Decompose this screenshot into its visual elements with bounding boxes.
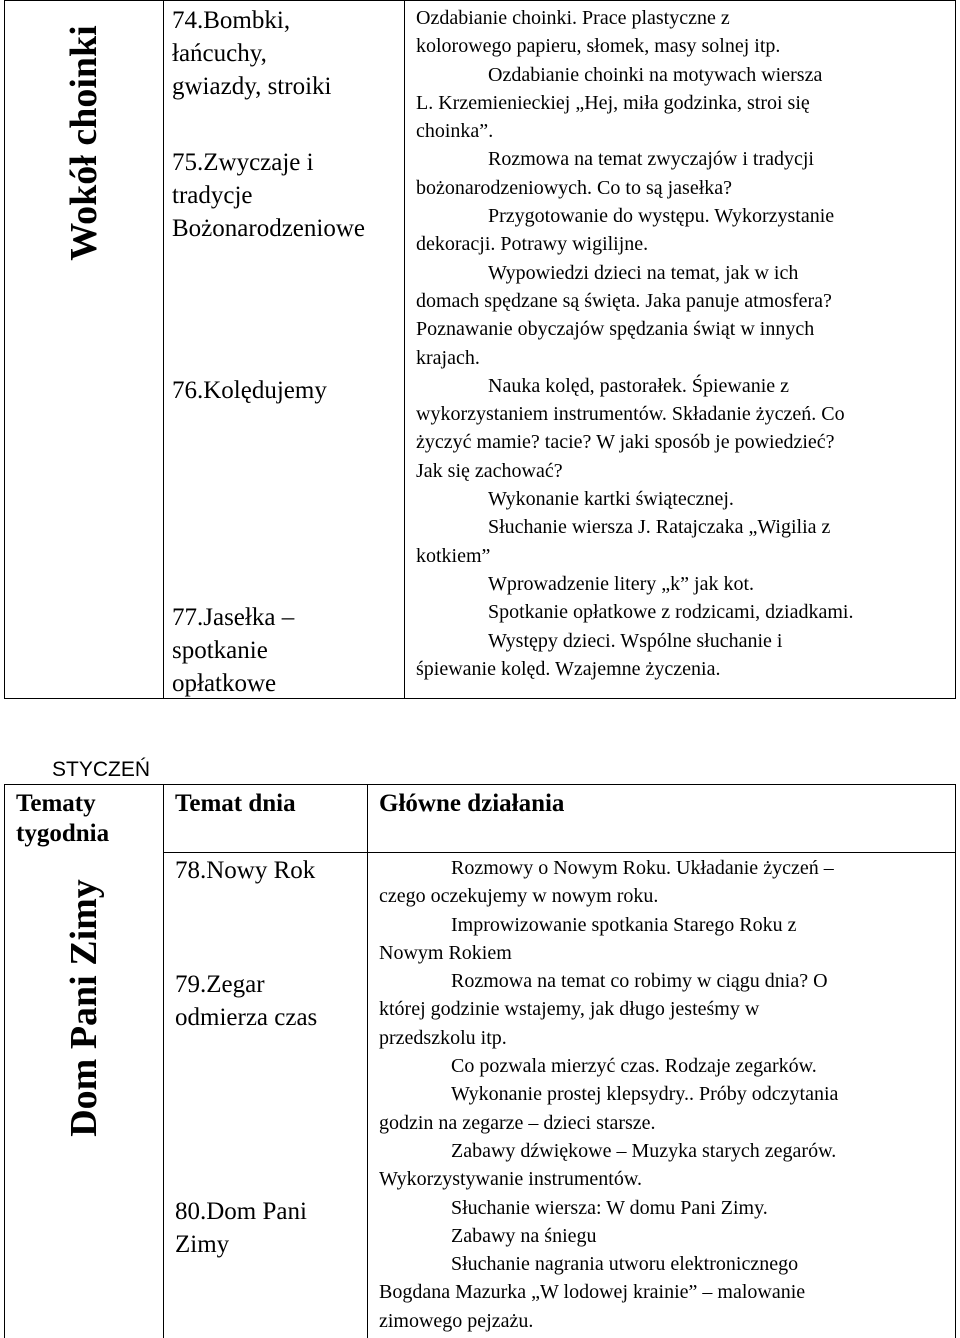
- activity-line: godzin na zegarze – dzieci starsze.: [379, 1111, 656, 1134]
- activity-line: czego oczekujemy w nowym roku.: [379, 885, 659, 908]
- activity-line: Poznawanie obyczajów spędzania świąt w innych: [416, 318, 815, 341]
- activity-line: Słuchanie nagrania utworu elektronicznego: [451, 1253, 799, 1276]
- table-border-left: [4, 784, 5, 1338]
- week-title: Wokół choinki: [63, 25, 105, 261]
- activity-line: Wykonanie prostej klepsydry.. Próby odczytania: [451, 1083, 839, 1106]
- activity-line: Jak się zachować?: [416, 459, 563, 482]
- column-divider: [404, 0, 405, 699]
- activity-line: Bogdana Mazurka „W lodowej krainie” – malowanie: [379, 1281, 806, 1304]
- activity-line: Zabawy dźwiękowe – Muzyka starych zegarów.: [451, 1139, 837, 1162]
- activity-line: kotkiem”: [416, 544, 491, 567]
- activity-line: Rozmowa na temat co robimy w ciągu dnia? O: [451, 970, 828, 993]
- table-border-bottom: [4, 698, 956, 699]
- table-border-top: [4, 784, 956, 785]
- table-border-right: [955, 0, 956, 699]
- activity-line: wykorzystaniem instrumentów. Składanie życzeń. Co: [416, 403, 845, 426]
- day-topic: 75.Zwyczaje i tradycje Bożonarodzeniowe: [172, 149, 365, 242]
- month-label: STYCZEŃ: [52, 758, 151, 781]
- day-topic: 76.Kolędujemy: [172, 377, 327, 404]
- activities-list: [416, 4, 853, 683]
- column-divider: [163, 784, 164, 1338]
- activity-line: Słuchanie wiersza: W domu Pani Zimy.: [451, 1196, 768, 1219]
- activity-line: Improwizowanie spotkania Starego Roku z: [451, 913, 797, 936]
- activity-line: życzyć mamie? tacie? W jaki sposób je powiedzieć?: [416, 431, 835, 454]
- activity-line: Spotkanie opłatkowe z rodzicami, dziadkami.: [488, 601, 854, 624]
- table-border-left: [4, 0, 5, 699]
- activity-line: Nauka kolęd, pastorałek. Śpiewanie z: [488, 374, 790, 397]
- column-divider: [367, 784, 368, 1338]
- activity-line: zimowego pejzażu.: [379, 1309, 534, 1332]
- activity-line: Występy dzieci. Wspólne słuchanie i: [488, 629, 783, 652]
- column-divider: [163, 0, 164, 699]
- activity-line: Wykonanie kartki świątecznej.: [488, 488, 734, 511]
- header-main-activities: Główne działania: [379, 790, 565, 817]
- activity-line: krajach.: [416, 346, 480, 369]
- activity-line: dekoracji. Potrawy wigilijne.: [416, 233, 649, 256]
- activity-line: Słuchanie wiersza J. Ratajczaka „Wigilia z: [488, 516, 831, 539]
- table-border-top: [4, 0, 956, 1]
- activity-line: Rozmowy o Nowym Roku. Układanie życzeń –: [451, 857, 834, 879]
- activity-line: bożonarodzeniowych. Co to są jasełka?: [416, 176, 733, 199]
- activity-line: Przygotowanie do występu. Wykorzystanie: [488, 205, 835, 228]
- week-title: Dom Pani Zimy: [63, 879, 105, 1137]
- activity-line: Wykorzystywanie instrumentów.: [379, 1168, 642, 1191]
- activity-line: przedszkolu itp.: [379, 1026, 507, 1049]
- activity-line: kolorowego papieru, słomek, masy solnej itp.: [416, 35, 781, 58]
- day-topic: 80.Dom Pani Zimy: [175, 1198, 307, 1258]
- activity-line: Ozdabianie choinki. Prace plastyczne z: [416, 7, 730, 29]
- activity-line: domach spędzane są święta. Jaka panuje atmosfera?: [416, 289, 832, 312]
- activities-list: [379, 854, 838, 1335]
- header-divider: [163, 852, 956, 853]
- activity-line: śpiewanie kolęd. Wzajemne życzenia.: [416, 657, 721, 680]
- activity-line: Co pozwala mierzyć czas. Rodzaje zegarków.: [451, 1055, 817, 1078]
- activity-line: Wypowiedzi dzieci na temat, jak w ich: [488, 261, 799, 284]
- header-day-topic: Temat dnia: [175, 790, 296, 817]
- day-topic: 77.Jasełka – spotkanie opłatkowe: [172, 604, 295, 697]
- activity-line: choinka”.: [416, 120, 494, 143]
- day-topic: 74.Bombki, łańcuchy, gwiazdy, stroiki: [172, 7, 332, 100]
- activity-line: Rozmowa na temat zwyczajów i tradycji: [488, 148, 814, 171]
- activity-line: L. Krzemienieckiej „Hej, miła godzinka, stroi się: [416, 91, 810, 114]
- day-topic: 78.Nowy Rok: [175, 857, 316, 884]
- activity-line: Nowym Rokiem: [379, 941, 512, 964]
- table-border-right: [955, 784, 956, 1338]
- activity-line: Zabawy na śniegu: [451, 1224, 597, 1247]
- day-topic: 79.Zegar odmierza czas: [175, 971, 318, 1031]
- activity-line: której godzinie wstajemy, jak długo jesteśmy w: [379, 998, 760, 1021]
- activity-line: Ozdabianie choinki na motywach wiersza: [488, 63, 823, 86]
- header-week-topics: Tematy tygodnia: [16, 790, 110, 847]
- activity-line: Wprowadzenie litery „k” jak kot.: [488, 572, 754, 595]
